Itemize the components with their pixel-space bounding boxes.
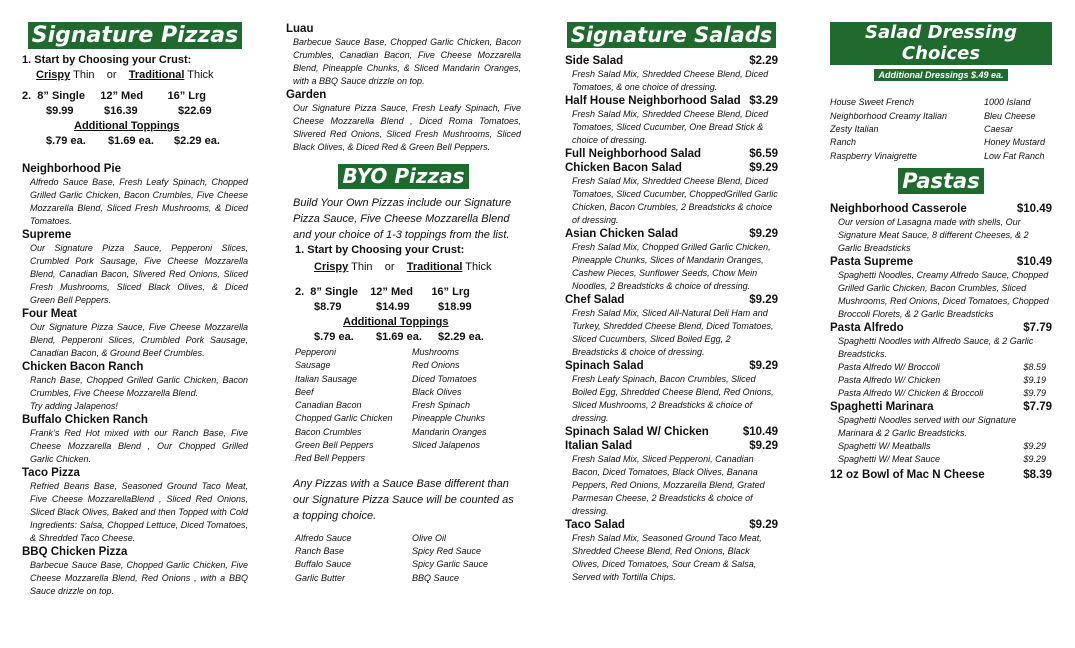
pasta-price: $7.79 (1023, 322, 1052, 334)
crust-thin: Thin (348, 261, 373, 273)
dressing-item: Raspberry Vinaigrette (830, 150, 917, 161)
topping-item: Chopped Garlic Chicken (295, 413, 393, 424)
price-single: $8.79 (314, 301, 342, 313)
topping-price-large: $2.29 ea. (174, 135, 220, 148)
pasta-option-label: Pasta Alfredo W/ Chicken & Broccoli (838, 388, 984, 398)
size-prices (295, 300, 521, 315)
menu-item-desc: Ranch Base, Chopped Grilled Garlic Chicken, Bacon Crumbles, Five Cheese Mozzarella Blend. (30, 375, 248, 399)
signature-pizzas-title: Signature Pizzas (28, 22, 242, 49)
salad-title: Chicken Bacon Salad (565, 162, 682, 175)
menu-item-name: Garden (286, 89, 327, 101)
salad-name (565, 161, 778, 175)
salad-name (565, 439, 778, 453)
salad-price: $3.29 (749, 95, 778, 108)
sauce-item: Buffalo Sauce (295, 559, 352, 570)
size-line: 2. 8” Single 12” Med 16” Lrg (295, 286, 470, 298)
pasta-price: $10.49 (1016, 203, 1052, 215)
dressing-list (830, 96, 1052, 162)
salad-price: $9.29 (749, 360, 778, 373)
crust-thin: Thin (70, 69, 95, 82)
topping-price-single: $.79 ea. (314, 331, 354, 343)
pasta-option-price: $9.19 (1023, 375, 1046, 385)
pasta-title: Pasta Supreme (830, 256, 914, 268)
dressing-item: Bleu Cheese (984, 110, 1036, 121)
salad-name (565, 359, 778, 373)
salad-price: $2.29 (749, 55, 778, 68)
topping-item: Diced Tomatoes (412, 373, 477, 384)
topping-item: Sliced Jalapenos (412, 440, 481, 451)
menu-item-desc: Refried Beans Base, Seasoned Ground Taco Meat, Five Cheese MozzarellaBlend , Sliced Red Onions, Sliced Black Olives, Baked and then Topped with Cold Ingredients: Salsa, Chopped Lettuce, Diced Tomatoes, & Shredded Taco Cheese. (30, 481, 248, 544)
menu-item-desc: Our Signature Pizza Sauce, Fresh Leafy Spinach, Five Cheese Mozzarella Blend , Diced Roma Tomatoes, Slivered Red Onions, Sliced Fresh Mushrooms, Sliced Black Olives, & Diced Red & Green Bell Peppers. (293, 103, 521, 152)
menu-item-desc: Alfredo Sauce Base, Fresh Leafy Spinach, Chopped Grilled Garlic Chicken, Bacon Crumbles, Five Cheese Mozzarella Blend, Sliced Fresh Mushrooms, & Diced Tomatoes. (30, 177, 248, 227)
signature-salads-column (565, 0, 778, 584)
menu-item-note: Try adding Jalapenos! (30, 401, 118, 412)
salad-desc: Fresh Salad Mix, Chopped Grilled Garlic Chicken, Pineapple Chunks, Slices of Mandarin Oranges, Cashew Pieces, Sunflower Seeds, Chow Mein Noodles, 2 Breadsticks & choice of dressing. (572, 242, 771, 292)
salad-title: Full Neighborhood Salad (565, 148, 702, 161)
sauce-item: Olive Oil (412, 532, 447, 543)
menu-item-name: Luau (286, 23, 314, 35)
salad-title: Asian Chicken Salad (565, 228, 679, 241)
pasta-name (830, 321, 1052, 335)
topping-price-large: $2.29 ea. (438, 331, 484, 343)
salad-title: Spinach Salad (565, 360, 644, 373)
salad-price: $9.29 (749, 162, 778, 175)
salad-desc: Fresh Salad Mix, Sliced Pepperoni, Canadian Bacon, Diced Tomatoes, Black Olives, Banana Peppers, Red Onions, Mozzarella Blend, Grated Parmesan Cheese, 2 Breadsticks & choice of dressing. (572, 454, 765, 517)
salad-title: Taco Salad (565, 519, 625, 532)
price-large: $18.99 (438, 301, 472, 313)
salad-title: Chef Salad (565, 294, 625, 307)
sauce-item: Ranch Base (295, 545, 345, 556)
crust-step: 1. Start by Choosing your Crust: (22, 54, 192, 67)
salad-dressing-title: Salad Dressing Choices (830, 22, 1052, 65)
menu-item-name: Taco Pizza (22, 467, 80, 480)
dressing-item: Ranch (830, 137, 857, 148)
salad-desc: Fresh Salad Mix, Shredded Cheese Blend, Diced Tomatoes, & one choice of dressing. (572, 69, 769, 93)
price-large: $22.69 (178, 105, 212, 118)
pasta-name (830, 468, 1052, 482)
dressing-item: Zesty Italian (830, 123, 879, 134)
pasta-name (830, 400, 1052, 414)
topping-item: Pineapple Chunks (412, 413, 486, 424)
salad-desc: Fresh Leafy Spinach, Bacon Crumbles, Sliced Boiled Egg, Shredded Cheese Blend, Red Onions, Sliced Mushrooms, 2 Breadsticks & choice of dressing. (572, 374, 774, 424)
pasta-option-price: $9.79 (1023, 388, 1046, 398)
pastas-title: Pastas (898, 168, 983, 194)
topping-item: Mandarin Oranges (412, 426, 487, 437)
signature-pizzas-column (22, 0, 248, 598)
topping-item: Fresh Spinach (412, 400, 471, 411)
menu-item-desc: Our Signature Pizza Sauce, Five Cheese Mozzarella Blend, Pepperoni Slices, Crumbled Pork Sausage, Canadian Bacon, & Ground Beef Crumbles. (30, 322, 248, 359)
crust-thick: Thick (184, 69, 214, 82)
pasta-option-price: $9.29 (1023, 441, 1046, 451)
price-med: $14.99 (376, 301, 410, 313)
pasta-title: 12 oz Bowl of Mac N Cheese (830, 469, 985, 481)
sauce-item: Spicy Red Sauce (412, 545, 482, 556)
pasta-price: $7.79 (1023, 401, 1052, 413)
sauce-item: Spicy Garlic Sauce (412, 559, 489, 570)
dressing-item: Caesar (984, 123, 1014, 134)
salad-title: Spinach Salad W/ Chicken (565, 426, 709, 439)
dressings-pastas-column (830, 0, 1052, 482)
menu-item-name: Four Meat (22, 308, 77, 321)
salad-desc: Fresh Salad Mix, Sliced All-Natural Deli Ham and Turkey, Shredded Cheese Blend, Diced Tomatoes, Sliced Cucumbers, Sliced Boiled Egg, 2 Breadsticks & choice of dressing. (572, 308, 774, 358)
toppings-list (286, 346, 521, 466)
salad-desc: Fresh Salad Mix, Shredded Cheese Blend, Diced Tomatoes, Sliced Cucumber, One Bread Stick & choice of dressing. (572, 109, 769, 146)
salad-name (565, 425, 778, 439)
pasta-option-price: $9.29 (1023, 454, 1046, 464)
salad-name (565, 293, 778, 307)
crust-options (22, 68, 248, 83)
pasta-option (830, 453, 1052, 466)
additional-toppings-label: Additional Toppings (74, 120, 180, 133)
pasta-option (830, 374, 1052, 387)
dressing-item: 1000 Island (984, 97, 1031, 108)
crust-or: or (384, 261, 395, 273)
salad-title: Italian Salad (565, 440, 633, 453)
topping-price-single: $.79 ea. (46, 135, 86, 148)
salad-name (565, 94, 778, 108)
salad-desc: Fresh Salad Mix, Seasoned Ground Taco Meat, Shredded Cheese Blend, Red Onions, Black Olives, Diced Tomatoes, Sour Cream & Salsa, Served with Tortilla Chips. (572, 533, 762, 583)
salad-desc: Fresh Salad Mix, Shredded Cheese Blend, Diced Tomatoes, Sliced Cucumber, ChoppedGrilled Garlic Chicken, Bacon Crumbles, 2 Breadsticks & choice of dressing. (572, 176, 778, 226)
dressing-item: Low Fat Ranch (984, 150, 1045, 161)
crust-options (295, 260, 521, 275)
menu-item-name: Buffalo Chicken Ranch (22, 414, 148, 427)
pasta-desc: Spaghetti Noodles served with our Signature Marinara & 2 Garlic Breadsticks. (838, 415, 1017, 438)
menu-item-name: BBQ Chicken Pizza (22, 546, 128, 559)
price-single: $9.99 (46, 105, 74, 118)
crust-crispy: Crispy (314, 261, 349, 273)
pasta-option-label: Pasta Alfredo W/ Broccoli (838, 362, 940, 372)
salad-name (565, 54, 778, 68)
pasta-option (830, 361, 1052, 374)
pasta-title: Neighborhood Casserole (830, 203, 967, 215)
topping-prices (22, 134, 248, 149)
menu-item-name: Supreme (22, 229, 72, 242)
sauce-note: Any Pizzas with a Sauce Base different than our Signature Pizza Sauce will be counted as a topping choice. (293, 477, 514, 522)
topping-price-med: $1.69 ea. (376, 331, 422, 343)
pasta-price: $10.49 (1016, 256, 1052, 268)
sauce-item: Garlic Butter (295, 572, 346, 583)
menu-item-name: Chicken Bacon Ranch (22, 361, 144, 374)
salad-name (565, 518, 778, 532)
menu-item-desc: Our Signature Pizza Sauce, Pepperoni Slices, Crumbled Pork Sausage, Five Cheese Mozzarella Blend, Canadian Bacon, Slivered Red Onions, Sliced Fresh Mushrooms, Sliced Black Olives, & Diced Green Bell Peppers. (30, 243, 248, 306)
sauce-list (286, 532, 521, 585)
pasta-option (830, 387, 1052, 400)
crust-step: 1. Start by Choosing your Crust: (295, 244, 465, 256)
menu-item-name: Neighborhood Pie (22, 163, 122, 176)
dressing-item: Honey Mustard (984, 137, 1046, 148)
topping-item: Red Bell Peppers (295, 453, 366, 464)
sauce-item: BBQ Sauce (412, 572, 460, 583)
additional-dressings-note: Additional Dressings $.49 ea. (874, 69, 1007, 81)
additional-toppings-label: Additional Toppings (343, 316, 449, 328)
salad-title: Side Salad (565, 55, 624, 68)
size-prices (22, 104, 248, 119)
crust-traditional: Traditional (128, 69, 185, 82)
topping-item: Pepperoni (295, 347, 337, 357)
pasta-name (830, 202, 1052, 216)
menu-item-desc: Barbecue Sauce Base, Chopped Garlic Chicken, Five Cheese Mozzarella Blend, Red Onions , with a BBQ Sauce drizzle on top. (30, 560, 248, 597)
byo-pizzas-column (286, 0, 521, 585)
dressing-item: Neighborhood Creamy Italian (830, 110, 948, 121)
pasta-desc: Our version of Lasagna made with shells, Our Signature Meat Sauce, 8 different Cheeses, & 2 Garlic Breadsticks (838, 217, 1029, 253)
signature-salads-title: Signature Salads (567, 22, 777, 48)
crust-or: or (106, 69, 117, 82)
pasta-desc: Spaghetti Noodles, Creamy Alfredo Sauce, Chopped Grilled Garlic Chicken, Bacon Crumbles, Sliced Mushrooms, Red Onions, Diced Tomatoes, Chopped Broccoli Florets, & 2 Garlic Breadsticks (838, 270, 1049, 319)
topping-item: Black Olives (412, 386, 462, 397)
pasta-desc: Spaghetti Noodles with Alfredo Sauce, & 2 Garlic Breadsticks. (838, 336, 1034, 359)
price-med: $16.39 (104, 105, 138, 118)
topping-price-med: $1.69 ea. (108, 135, 154, 148)
topping-item: Italian Sausage (295, 373, 358, 384)
crust-traditional: Traditional (406, 261, 463, 273)
salad-price: $9.29 (749, 294, 778, 307)
salad-name (565, 227, 778, 241)
topping-item: Green Bell Peppers (295, 440, 374, 451)
pasta-title: Spaghetti Marinara (830, 401, 934, 413)
topping-item: Bacon Crumbles (295, 426, 362, 437)
byo-intro: Build Your Own Pizzas include our Signature Pizza Sauce, Five Cheese Mozzarella Blend and your choice of 1-3 toppings from the list. (293, 197, 512, 241)
menu-item-desc: Frank’s Red Hot mixed with our Ranch Base, Five Cheese Mozzarella Blend , Our Chopped Grilled Garlic Chicken. (30, 428, 248, 465)
topping-prices (295, 330, 521, 345)
pasta-option-label: Pasta Alfredo W/ Chicken (838, 375, 941, 385)
crust-crispy: Crispy (36, 69, 71, 82)
topping-item: Canadian Bacon (295, 400, 362, 411)
pasta-option-label: Spaghetti W/ Meatballs (838, 441, 931, 451)
salad-price: $9.29 (749, 519, 778, 532)
crust-thick: Thick (462, 261, 492, 273)
salad-price: $9.29 (749, 440, 778, 453)
pasta-option-label: Spaghetti W/ Meat Sauce (838, 454, 941, 464)
pasta-title: Pasta Alfredo (830, 322, 904, 334)
pasta-name (830, 255, 1052, 269)
menu-item-desc: Barbecue Sauce Base, Chopped Garlic Chicken, Bacon Crumbles, Canadian Bacon, Five Cheese Mozzarella Blend, Pineapple Chunks, & Sliced Mandarin Oranges, with a BBQ Sauce drizzle on top. (293, 37, 521, 86)
sauce-item: Alfredo Sauce (295, 532, 352, 543)
salad-name (565, 147, 778, 161)
salad-title: Half House Neighborhood Salad (565, 95, 741, 108)
byo-pizzas-title: BYO Pizzas (338, 164, 468, 189)
dressing-item: House Sweet French (830, 97, 915, 108)
topping-item: Sausage (295, 360, 331, 371)
topping-item: Red Onions (412, 360, 460, 371)
topping-item: Beef (295, 386, 314, 397)
salad-price: $9.29 (749, 228, 778, 241)
topping-item: Mushrooms (412, 347, 460, 357)
salad-price: $10.49 (742, 426, 778, 439)
pasta-price: $8.39 (1023, 469, 1052, 481)
pasta-option (830, 440, 1052, 453)
pasta-option-price: $8.59 (1023, 362, 1046, 372)
size-line: 2. 8” Single 12” Med 16” Lrg (22, 90, 206, 103)
salad-price: $6.59 (749, 148, 778, 161)
